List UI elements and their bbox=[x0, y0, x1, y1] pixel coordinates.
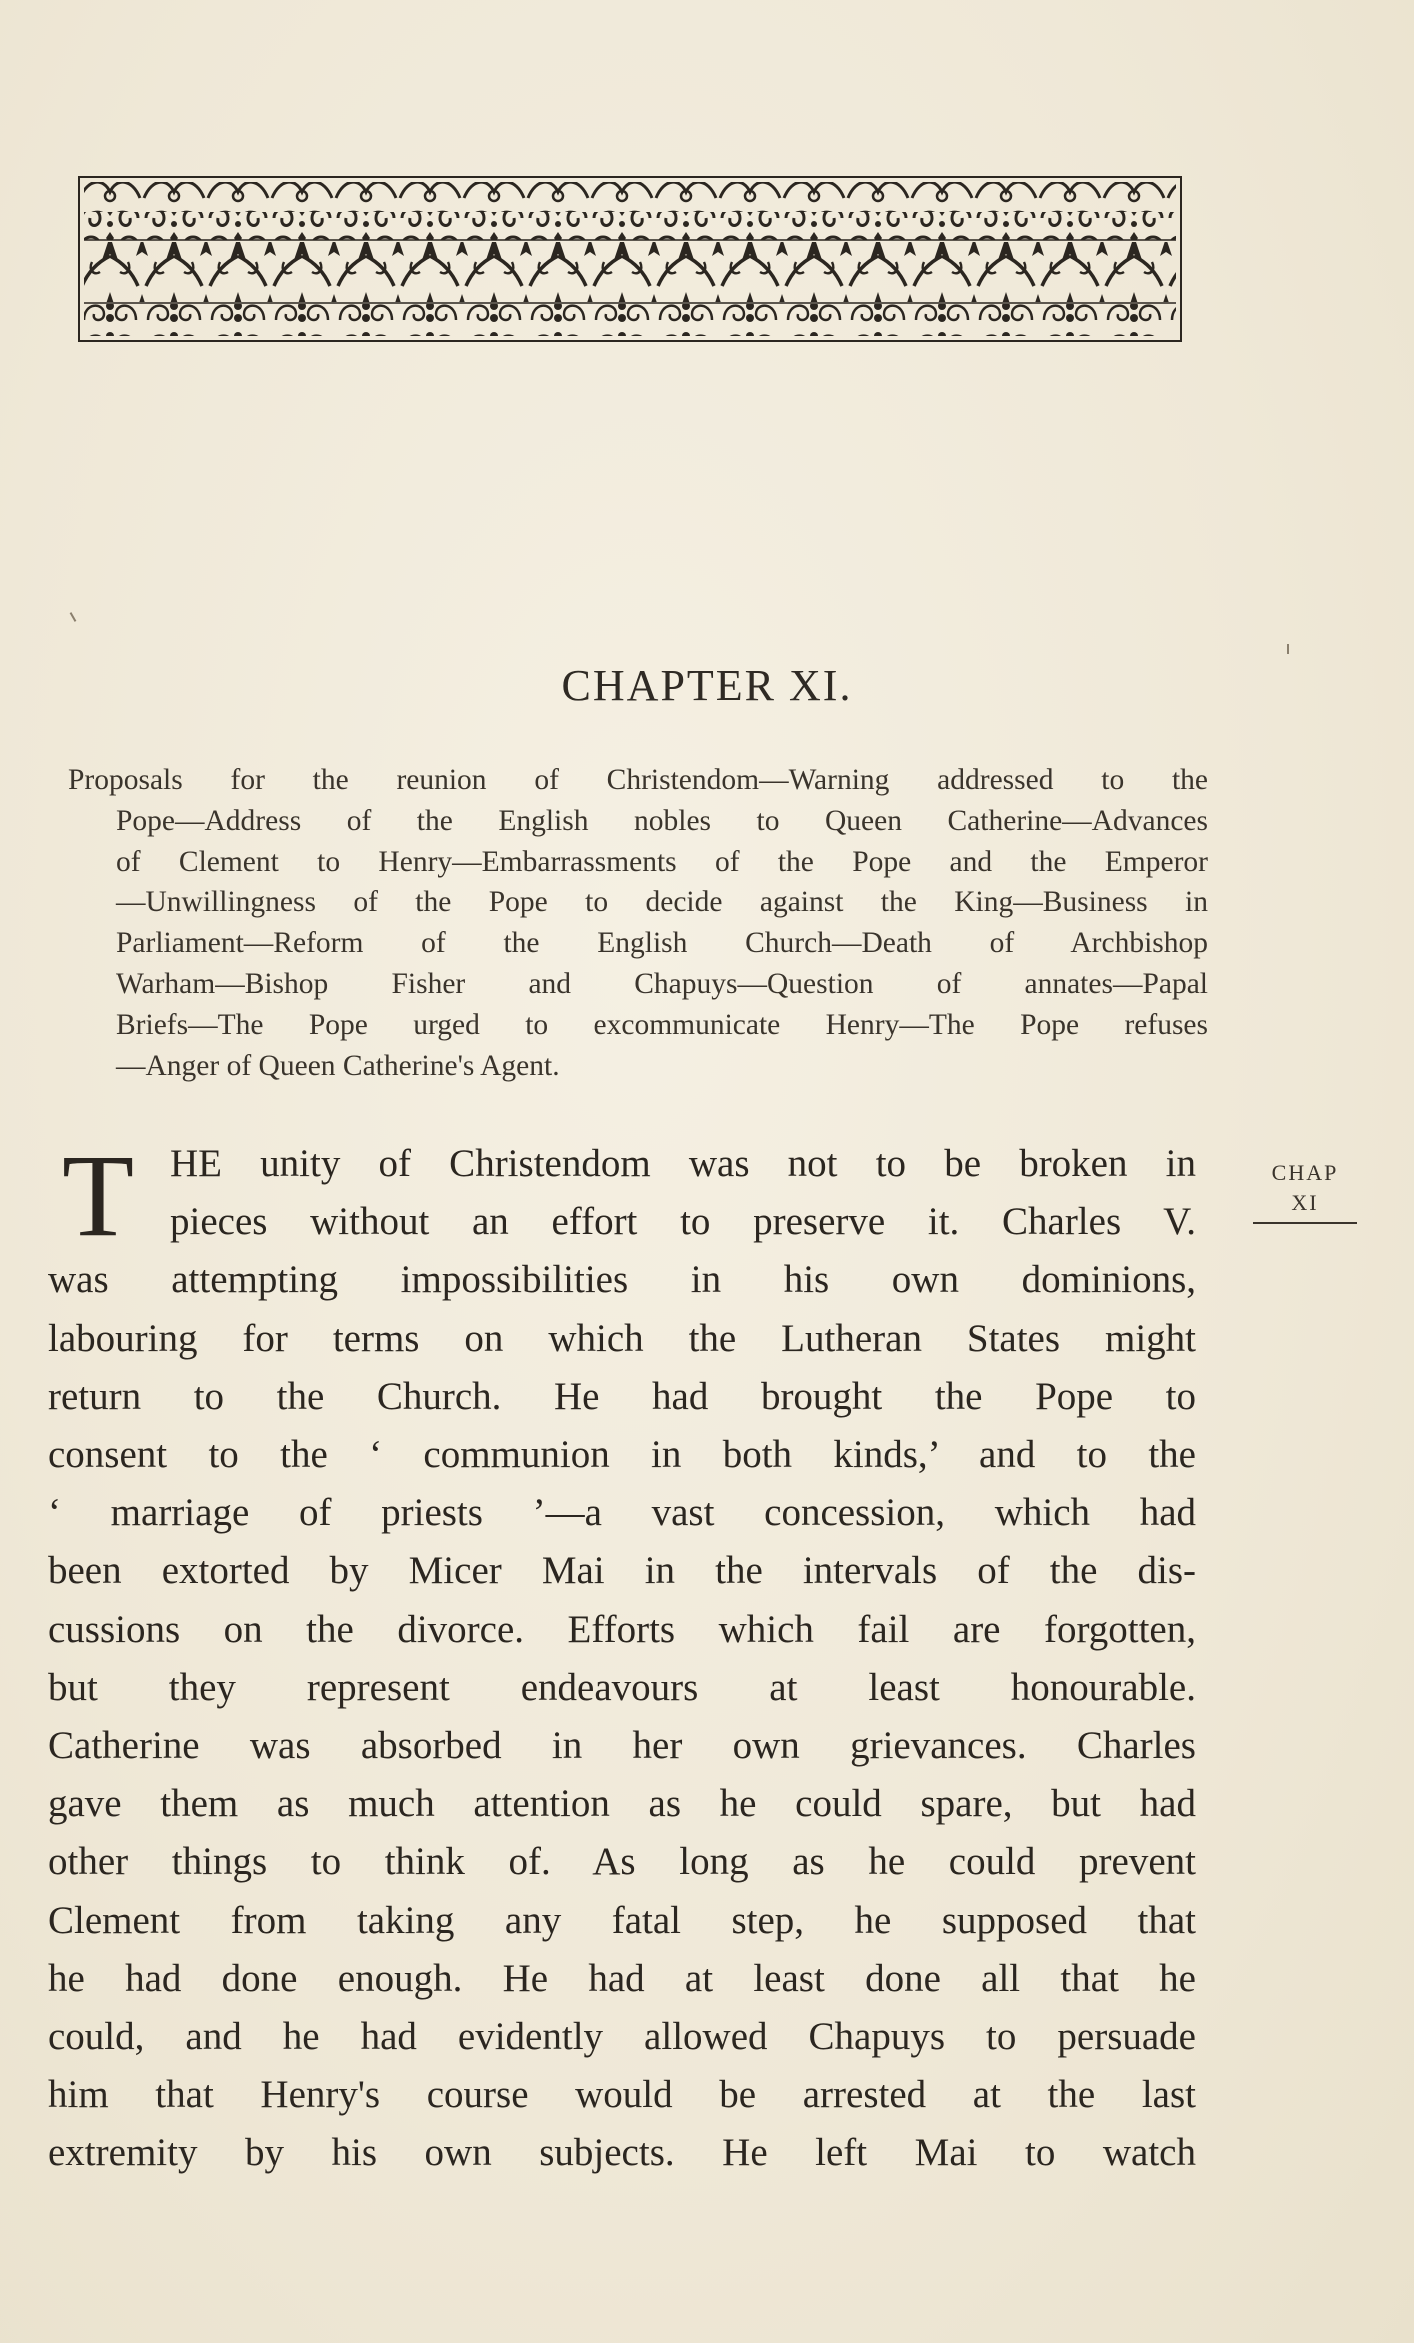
body-line: gave them as much attention as he could spare, but had bbox=[48, 1782, 1196, 1826]
summary-line: —Anger of Queen Catherine's Agent. bbox=[116, 1049, 560, 1082]
print-speck bbox=[1287, 644, 1289, 654]
body-line: could, and he had evidently allowed Chapuys to persuade bbox=[48, 2015, 1196, 2059]
margin-chapter-note bbox=[1250, 1158, 1360, 1224]
summary-line: Warham—Bishop Fisher and Chapuys—Question of annates—Papal bbox=[116, 967, 1208, 1000]
summary-line: of Clement to Henry—Embarrassments of the Pope and the Emperor bbox=[116, 845, 1208, 878]
summary-line: Proposals for the reunion of Christendom—Warning addressed to the bbox=[68, 764, 1208, 796]
body-line: been extorted by Micer Mai in the intervals of the dis- bbox=[48, 1549, 1196, 1593]
summary-line: Pope—Address of the English nobles to Queen Catherine—Advances bbox=[116, 804, 1208, 837]
body-line: Catherine was absorbed in her own grievances. Charles bbox=[48, 1724, 1196, 1768]
body-line: him that Henry's course would be arrested at the last bbox=[48, 2073, 1196, 2117]
body-line: labouring for terms on which the Lutheran States might bbox=[48, 1316, 1196, 1360]
chapter-summary bbox=[68, 760, 1208, 1086]
body-line: Clement from taking any fatal step, he supposed that bbox=[48, 1898, 1196, 1942]
body-line: ‘ marriage of priests ’—a vast concession, which had bbox=[48, 1491, 1196, 1535]
body-line: pieces without an effort to preserve it. Charles V. bbox=[170, 1200, 1196, 1244]
body-line: he had done enough. He had at least done all that he bbox=[48, 1956, 1196, 2000]
body-line: extremity by his own subjects. He left Mai to watch bbox=[48, 2131, 1196, 2175]
body-line: consent to the ‘ communion in both kinds,’ and to the bbox=[48, 1433, 1196, 1477]
summary-line: —Unwillingness of the Pope to decide against the King—Business in bbox=[116, 886, 1208, 919]
body-line: but they represent endeavours at least honourable. bbox=[48, 1665, 1196, 1709]
summary-line: Parliament—Reform of the English Church—Death of Archbishop bbox=[116, 927, 1208, 960]
chapter-title: CHAPTER XI. bbox=[561, 661, 853, 710]
margin-chapter-label: CHAP bbox=[1271, 1160, 1339, 1185]
body-line: cussions on the divorce. Efforts which fail are forgotten, bbox=[48, 1607, 1196, 1651]
print-speck bbox=[70, 612, 77, 622]
body-line: was attempting impossibilities in his own dominions, bbox=[48, 1258, 1196, 1302]
margin-chapter-number: XI bbox=[1291, 1190, 1319, 1215]
body-line: return to the Church. He had brought the Pope to bbox=[48, 1374, 1196, 1418]
ornamental-header-band bbox=[78, 176, 1182, 342]
summary-line: Briefs—The Pope urged to excommunicate Henry—The Pope refuses bbox=[116, 1008, 1208, 1041]
body-line: other things to think of. As long as he could prevent bbox=[48, 1840, 1196, 1884]
margin-rule bbox=[1253, 1222, 1357, 1224]
body-paragraph bbox=[48, 1130, 1196, 2183]
drop-cap: T bbox=[62, 1130, 135, 1261]
body-line: HE unity of Christendom was not to be broken in bbox=[170, 1142, 1196, 1185]
